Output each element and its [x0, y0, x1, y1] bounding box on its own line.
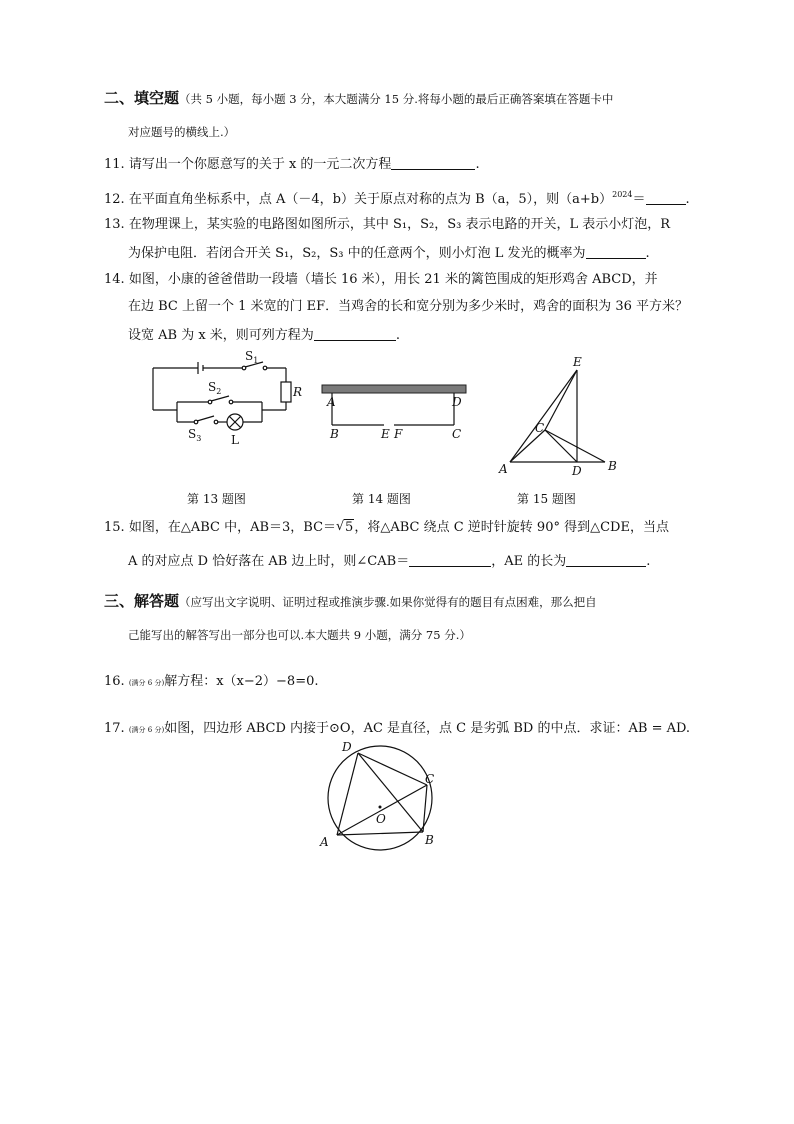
figure-15-caption: 第 15 题图 — [517, 492, 576, 506]
q15-number: 15. — [104, 520, 125, 535]
q15-line2-wrap — [128, 553, 650, 571]
label-e: E — [381, 427, 390, 441]
section2-note: （共 5 小题，每小题 3 分，本大题满分 15 分.将每小题的最后正确答案填在答题卡中 — [179, 92, 614, 106]
q15-line1b: ，将△ABC 绕点 C 逆时针旋转 90° 得到△CDE，当点 — [354, 520, 669, 535]
q12-answer-blank[interactable] — [646, 192, 686, 205]
q12-number: 12. — [104, 192, 125, 207]
label-c: C — [452, 427, 462, 441]
figure-15-triangles — [495, 352, 625, 477]
q15-line2a: A 的对应点 D 恰好落在 AB 边上时，则∠CAB＝ — [128, 554, 410, 569]
label-b: B — [608, 459, 617, 473]
q15-angle-blank[interactable] — [409, 554, 491, 567]
q15-period: . — [646, 554, 651, 569]
q13-line2: 为保护电阻．若闭合开关 S₁，S₂，S₃ 中的任意两个，则小灯泡 L 发光的概率为 — [128, 246, 586, 261]
label-c: C — [535, 421, 545, 435]
q13-answer-blank[interactable] — [586, 246, 646, 259]
q14-answer-blank[interactable] — [314, 328, 396, 341]
label-d: D — [452, 395, 462, 409]
q14-period: . — [395, 328, 400, 343]
label-f: F — [394, 427, 403, 441]
q16-number: 16. — [104, 674, 125, 689]
q16-text: 解方程：x（x−2）−8=0. — [164, 674, 319, 689]
q15-line1a: 如图，在△ABC 中，AB＝3，BC＝ — [128, 520, 337, 535]
q13-period: . — [645, 246, 650, 261]
q12-exponent: 2024 — [612, 190, 633, 199]
label-s2: $S_2$ — [208, 380, 222, 396]
figure-14-caption: 第 14 题图 — [352, 492, 411, 506]
q12-text-a: 在平面直角坐标系中，点 A（－4，b）关于原点对称的点为 B（a，5），则（a+b） — [128, 192, 613, 207]
q13-line2-wrap — [128, 245, 650, 263]
figure-13-circuit — [150, 350, 310, 450]
q11-number: 11. — [104, 157, 125, 172]
label-b: B — [330, 427, 339, 441]
label-d: D — [572, 464, 582, 478]
question-11 — [104, 156, 480, 174]
section3-heading — [104, 592, 597, 612]
section2-title: 二、填空题 — [104, 89, 180, 107]
q16-score: (满分 6 分) — [128, 679, 165, 687]
label-o: O — [376, 812, 386, 826]
q14-line1: 如图，小康的爸爸借助一段墙（墙长 16 米），用长 21 米的篱笆围成的矩形鸡舍 ABCD，并 — [128, 272, 658, 287]
q13-number: 13. — [104, 217, 125, 232]
label-s1: $S_1$ — [245, 349, 259, 365]
figure-13-caption: 第 13 题图 — [187, 492, 246, 506]
section3-note-cont: 己能写出的解答写出一部分也可以.本大题共 9 小题，满分 75 分.） — [128, 628, 471, 642]
q14-line3-wrap — [128, 327, 400, 345]
section3-note: （应写出文字说明、证明过程或推演步骤.如果你觉得有的题目有点困难，那么把自 — [179, 595, 597, 609]
q15-sqrt-value: 5 — [345, 520, 354, 535]
label-l: L — [231, 433, 239, 447]
figure-17-circle — [315, 740, 450, 860]
q14-line3: 设宽 AB 为 x 米，则可列方程为 — [128, 328, 314, 343]
label-d: D — [342, 740, 352, 754]
section2-heading — [104, 89, 613, 109]
label-c: C — [425, 772, 435, 786]
label-r: R — [293, 385, 303, 399]
label-a: A — [327, 395, 336, 409]
q17-text: 如图，四边形 ABCD 内接于⊙O，AC 是直径，点 C 是劣弧 BD 的中点．求证：AB = AD. — [164, 721, 691, 736]
section3-title: 三、解答题 — [104, 592, 180, 610]
q12-period: . — [685, 192, 690, 207]
label-b: B — [425, 833, 434, 847]
section2-note-cont: 对应题号的横线上.） — [128, 125, 236, 139]
q13-line1: 在物理课上，某实验的电路图如图所示，其中 S₁，S₂，S₃ 表示电路的开关，L 表示小灯泡，R — [128, 217, 670, 232]
question-12 — [104, 186, 690, 209]
q15-length-blank[interactable] — [566, 554, 646, 567]
q11-period: . — [475, 157, 480, 172]
q17-number: 17. — [104, 721, 125, 736]
q11-answer-blank[interactable] — [391, 157, 475, 170]
figure-14-coop — [322, 382, 472, 442]
q12-text-b: ＝ — [632, 192, 646, 207]
q14-line2: 在边 BC 上留一个 1 米宽的门 EF．当鸡舍的长和宽分别为多少米时，鸡舍的面积为 36 平方米？ — [128, 299, 688, 314]
label-a: A — [499, 462, 508, 476]
question-13 — [104, 216, 670, 234]
q11-text: 请写出一个你愿意写的关于 x 的一元二次方程 — [128, 157, 392, 172]
label-a: A — [320, 835, 329, 849]
q15-sqrt — [336, 519, 354, 537]
label-s3: $S_3$ — [188, 427, 202, 443]
question-15 — [104, 519, 669, 537]
wall — [322, 385, 466, 393]
label-e: E — [573, 355, 582, 369]
q17-score: (满分 6 分) — [128, 726, 165, 734]
q14-number: 14. — [104, 272, 125, 287]
question-16 — [104, 673, 319, 692]
question-14 — [104, 271, 658, 289]
q15-line2b: ，AE 的长为 — [491, 554, 567, 569]
question-17 — [104, 720, 690, 739]
